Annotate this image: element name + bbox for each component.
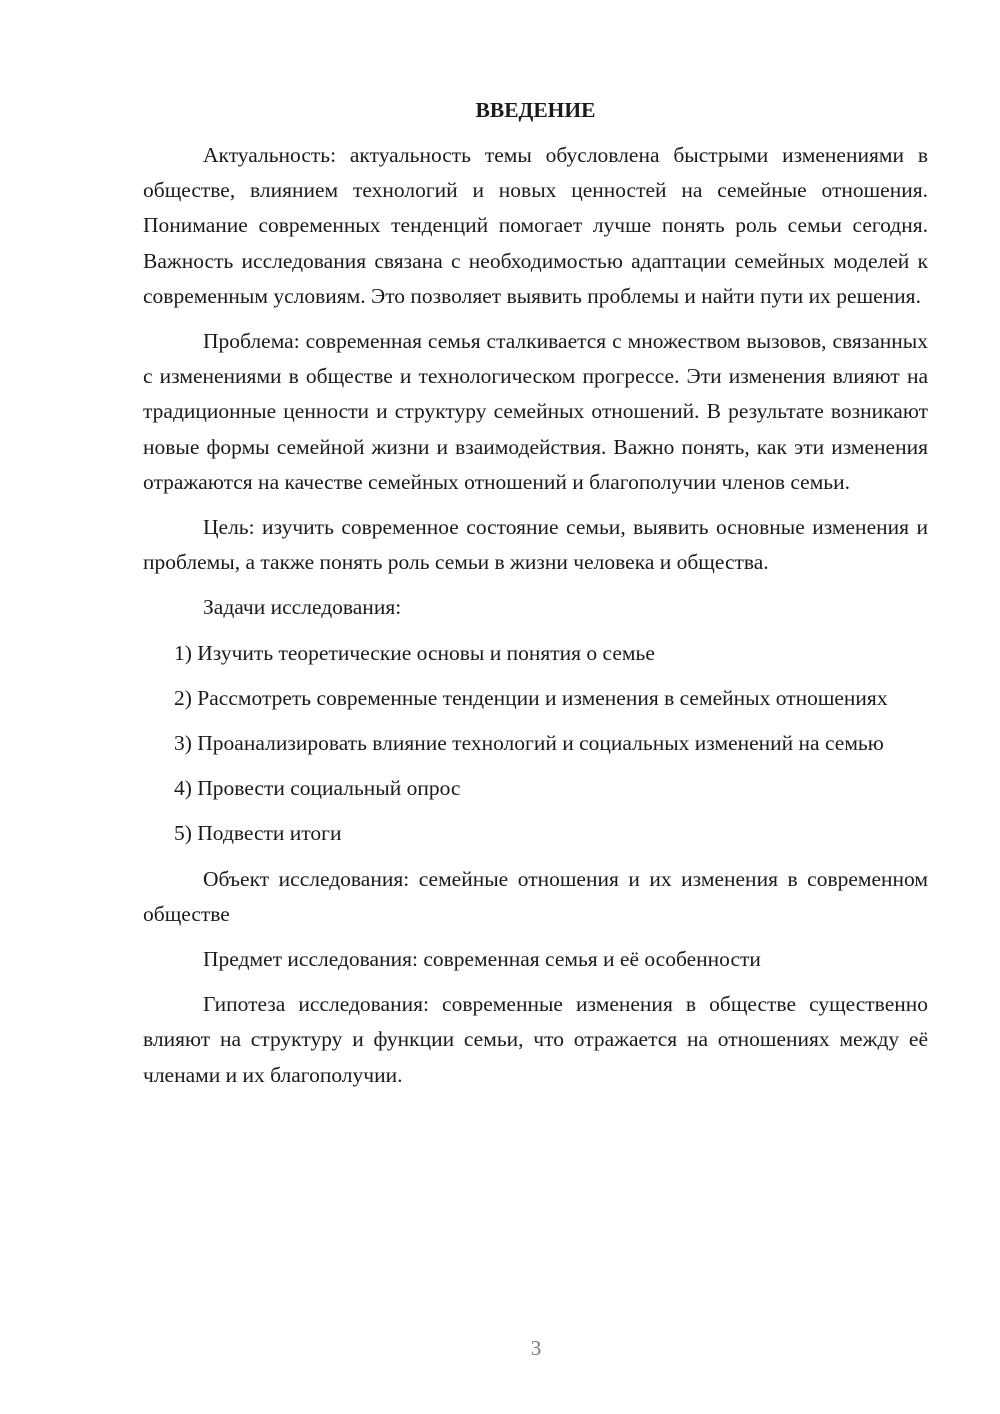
document-page — [143, 90, 928, 1093]
task-item-2: 2) Рассмотреть современные тенденции и изменения в семейных отношениях — [174, 685, 888, 710]
problem-paragraph: Проблема: современная семья сталкивается с множеством вызовов, связанных с изменениями в обществе и технологическом прогрессе. Эти изменения влияют на традиционные ценности и структуру семейных отношений. В результате возникают новые формы семейной жизни и взаимодействия. Важно понять, как эти изменения отражаются на качестве семейных отношений и благополучии членов семьи. — [143, 329, 928, 494]
tasks-heading: Задачи исследования: — [203, 595, 402, 620]
goal-paragraph: Цель: изучить современное состояние семьи, выявить основные изменения и проблемы, а также понять роль семьи в жизни человека и общества. — [143, 515, 928, 575]
page-title: ВВЕДЕНИЕ — [475, 98, 596, 122]
hypothesis-paragraph: Гипотеза исследования: современные изменения в обществе существенно влияют на структуру и функции семьи, что отражается на отношениях между её членами и их благополучии. — [143, 992, 928, 1087]
task-item-1: 1) Изучить теоретические основы и понятия о семье — [174, 640, 655, 665]
subject-paragraph: Предмет исследования: современная семья и её особенности — [203, 947, 761, 972]
task-item-3: 3) Проанализировать влияние технологий и социальных изменений на семью — [174, 731, 884, 756]
relevance-paragraph: Актуальность: актуальность темы обусловлена быстрыми изменениями в обществе, влиянием технологий и новых ценностей на семейные отношения. Понимание современных тенденций помогает лучше понять роль семьи сегодня. Важность исследования связана с необходимостью адаптации семейных моделей к современным условиям. Это позволяет выявить проблемы и найти пути их решения. — [143, 143, 928, 308]
task-item-4: 4) Провести социальный опрос — [174, 776, 461, 801]
object-paragraph: Объект исследования: семейные отношения и их изменения в современном обществе — [143, 866, 928, 926]
page-number: 3 — [530, 1336, 542, 1360]
task-item-5: 5) Подвести итоги — [174, 821, 342, 846]
